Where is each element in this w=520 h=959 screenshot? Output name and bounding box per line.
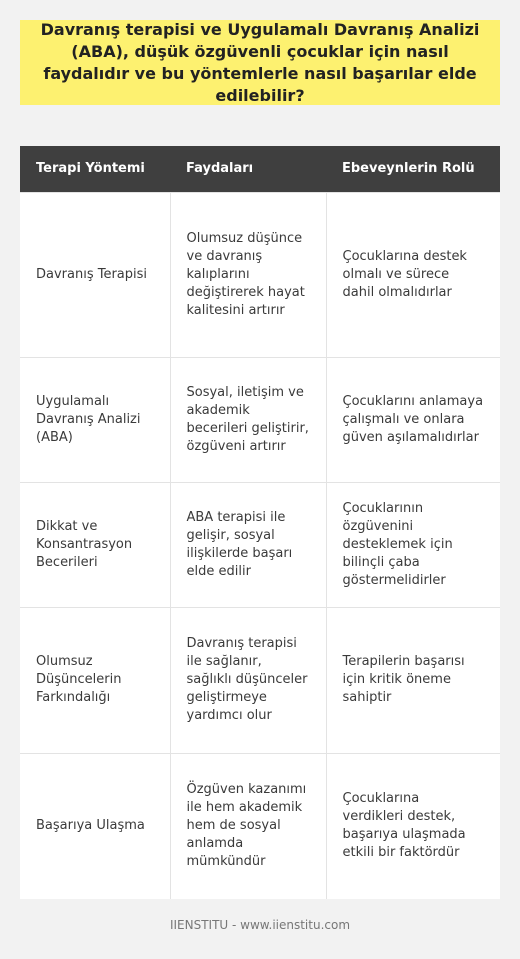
page-title: Davranış terapisi ve Uygulamalı Davranış Analizi (ABA), düşük özgüvenli çocuklar için nasıl faydalıdır ve bu yöntemlerle nasıl başarılar elde edilebilir? xyxy=(40,19,480,105)
header-parent-role: Ebeveynlerin Rolü xyxy=(326,146,500,192)
cell-parent-role: Çocuklarına destek olmalı ve sürece dahil olmalıdırlar xyxy=(326,192,500,357)
footer-credit: IIENSTITU - www.iienstitu.com xyxy=(169,918,351,932)
cell-benefits: ABA terapisi ile gelişir, sosyal ilişkilerde başarı elde edilir xyxy=(170,482,326,607)
therapy-table xyxy=(20,146,500,899)
cell-method: Başarıya Ulaşma xyxy=(20,753,170,899)
table-row xyxy=(20,357,500,482)
header-benefits: Faydaları xyxy=(170,146,326,192)
cell-parent-role: Terapilerin başarısı için kritik öneme sahiptir xyxy=(326,607,500,753)
title-banner xyxy=(20,20,500,105)
table-row xyxy=(20,753,500,899)
table-header-row xyxy=(20,146,500,192)
cell-method: Dikkat ve Konsantrasyon Becerileri xyxy=(20,482,170,607)
cell-parent-role: Çocuklarını anlamaya çalışmalı ve onlara güven aşılamalıdırlar xyxy=(326,357,500,482)
cell-method: Olumsuz Düşüncelerin Farkındalığı xyxy=(20,607,170,753)
table-row xyxy=(20,607,500,753)
cell-method: Davranış Terapisi xyxy=(20,192,170,357)
cell-parent-role: Çocuklarının özgüvenini desteklemek için bilinçli çaba göstermelidirler xyxy=(326,482,500,607)
cell-method: Uygulamalı Davranış Analizi (ABA) xyxy=(20,357,170,482)
cell-benefits: Özgüven kazanımı ile hem akademik hem de sosyal anlamda mümkündür xyxy=(170,753,326,899)
table-row xyxy=(20,192,500,357)
header-method: Terapi Yöntemi xyxy=(20,146,170,192)
cell-benefits: Davranış terapisi ile sağlanır, sağlıklı düşünceler geliştirmeye yardımcı olur xyxy=(170,607,326,753)
cell-benefits: Sosyal, iletişim ve akademik becerileri geliştirir, özgüveni artırır xyxy=(170,357,326,482)
cell-parent-role: Çocuklarına verdikleri destek, başarıya ulaşmada etkili bir faktördür xyxy=(326,753,500,899)
cell-benefits: Olumsuz düşünce ve davranış kalıplarını değiştirerek hayat kalitesini artırır xyxy=(170,192,326,357)
table-row xyxy=(20,482,500,607)
